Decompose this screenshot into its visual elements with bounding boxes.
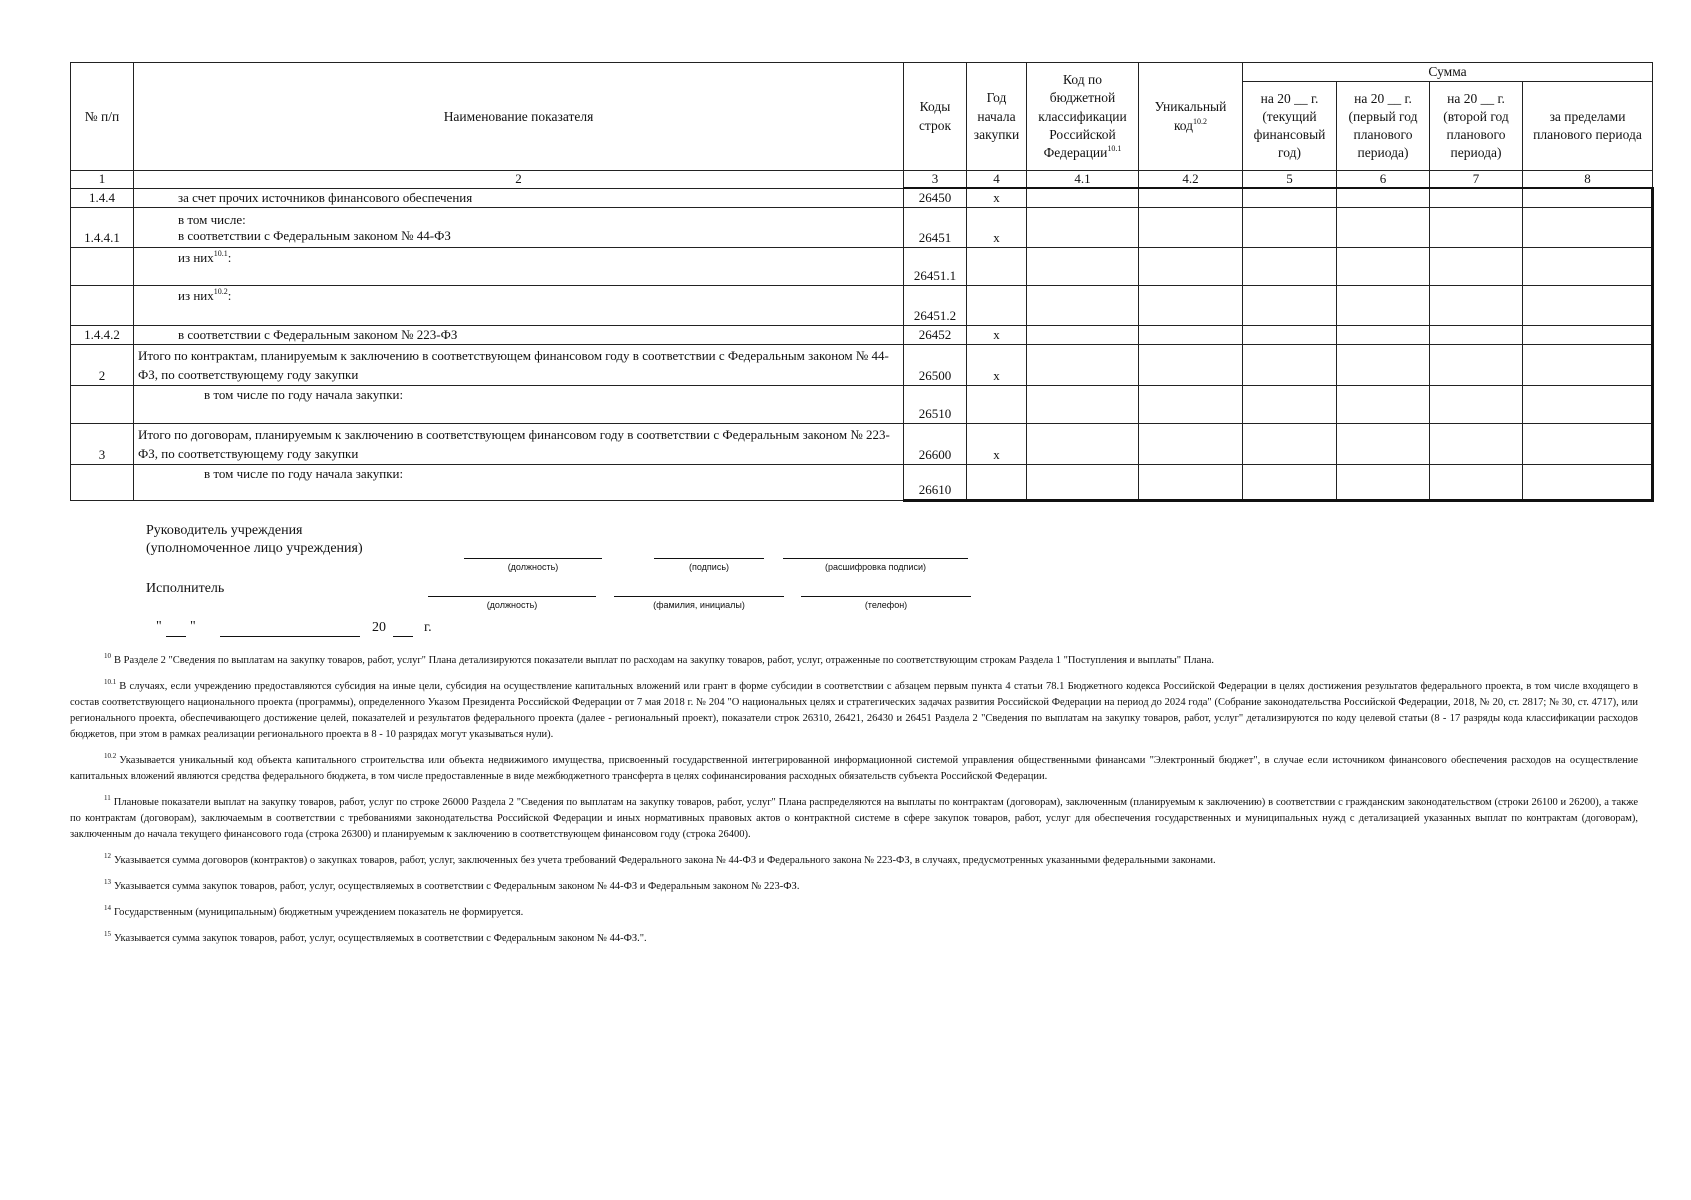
row-num: [71, 386, 134, 424]
date-year-prefix: 20: [372, 620, 386, 635]
row-name: Итого по контрактам, планируемым к заключению в соответствующем финансовом году в соответствии с Федеральным законом № 44-ФЗ, по соответствующему году закупки: [134, 345, 904, 386]
date-year-suffix: г.: [424, 620, 432, 635]
value-cell[interactable]: [1139, 188, 1243, 208]
table-row: [71, 424, 1653, 465]
value-cell[interactable]: [1523, 286, 1653, 326]
row-year: [967, 386, 1027, 424]
signature-block: [146, 523, 1006, 643]
row-code: 26450: [904, 188, 967, 208]
date-quote-open: ": [156, 619, 162, 634]
value-cell[interactable]: [1337, 386, 1430, 424]
row-year: x: [967, 188, 1027, 208]
value-cell[interactable]: [1523, 345, 1653, 386]
col-number: 2: [134, 171, 904, 189]
header-codes: Коды строк: [904, 63, 967, 171]
row-code: 26600: [904, 424, 967, 465]
value-cell[interactable]: [1027, 465, 1139, 501]
head-signature-caption: (подпись): [688, 562, 730, 572]
row-code: 26452: [904, 326, 967, 345]
header-sum-current: на 20 __ г. (текущий финансовый год): [1243, 82, 1337, 171]
col-number: 5: [1243, 171, 1337, 189]
value-cell[interactable]: [1139, 465, 1243, 501]
value-cell[interactable]: [1430, 465, 1523, 501]
header-sum: Сумма: [1243, 63, 1653, 82]
col-number: 4.2: [1139, 171, 1243, 189]
value-cell[interactable]: [1523, 386, 1653, 424]
table-row: [71, 326, 1653, 345]
table-row: [71, 286, 1653, 326]
value-cell[interactable]: [1243, 208, 1337, 248]
procurement-table-section: [70, 62, 1652, 502]
head-position-line[interactable]: [464, 558, 602, 559]
row-year: x: [967, 345, 1027, 386]
value-cell[interactable]: [1139, 345, 1243, 386]
value-cell[interactable]: [1430, 345, 1523, 386]
row-num: [71, 286, 134, 326]
header-year: Год начала закупки: [967, 63, 1027, 171]
row-name: из них$^{10.1}$:: [134, 248, 904, 286]
footnote: $^{13}$ Указывается сумма закупок товаров, работ, услуг, осуществляемых в соответствии с Федеральным законом № 44-ФЗ и Федеральным законом № 223-ФЗ.: [104, 878, 800, 892]
value-cell[interactable]: [1243, 248, 1337, 286]
header-name: Наименование показателя: [134, 63, 904, 171]
value-cell[interactable]: [1243, 286, 1337, 326]
value-cell[interactable]: [1337, 208, 1430, 248]
header-num: № п/п: [71, 63, 134, 171]
exec-phone-caption: (телефон): [864, 600, 908, 610]
table-row: [71, 188, 1653, 208]
column-numbers-row: [71, 171, 1653, 189]
col-number: 4: [967, 171, 1027, 189]
row-name-prefix: в том числе:: [178, 211, 246, 227]
value-cell[interactable]: [1027, 188, 1139, 208]
row-num: 1.4.4: [71, 188, 134, 208]
row-num: 2: [71, 345, 134, 386]
row-name: [134, 208, 904, 248]
table-row: [71, 386, 1653, 424]
value-cell[interactable]: [1430, 424, 1523, 465]
row-num: 1.4.4.1: [71, 208, 134, 248]
value-cell[interactable]: [1523, 326, 1653, 345]
value-cell[interactable]: [1430, 208, 1523, 248]
footnote: $^{10}$ В Разделе 2 "Сведения по выплатам на закупку товаров, работ, услуг" Плана детализируются показатели выплат по расходам на закупку товаров, работ, услуг, отраженные по соответствующим строкам Раздела 1 "Поступления и выплаты" Плана.: [104, 652, 1215, 666]
value-cell[interactable]: [1139, 326, 1243, 345]
value-cell[interactable]: [1430, 188, 1523, 208]
value-cell[interactable]: [1523, 465, 1653, 501]
value-cell[interactable]: [1027, 248, 1139, 286]
value-cell[interactable]: [1430, 248, 1523, 286]
row-name: в соответствии с Федеральным законом № 223-ФЗ: [134, 326, 904, 345]
header-sum-second: на 20 __ г. (второй год планового периода): [1430, 82, 1523, 171]
value-cell[interactable]: [1139, 286, 1243, 326]
row-year: [967, 465, 1027, 501]
value-cell[interactable]: [1243, 326, 1337, 345]
col-number: 4.1: [1027, 171, 1139, 189]
header-sum-first: на 20 __ г. (первый год планового периода): [1337, 82, 1430, 171]
footnote: $^{11}$ Плановые показатели выплат на закупку товаров, работ, услуг по строке 26000 Раздела 2 "Сведения по выплатам на закупку товаров, работ, услуг" Плана распределяются на выплаты по контрактам (договорам), заключенным (планируемым к заключению) в соответствии с гражданским законодательством (строки 26100 и 26200), а также по контрактам (договорам), заключаемым в соответствии с требованиями законодательства Российской Федерации и иных нормативных правовых актов о контрактной системе в сфере закупок товаров, работ, услуг для обеспечения государственных и муниципальных нужд с детализацией указанных выплат по контрактам (договорам), заключенным до начала текущего финансового года (строка 26300) и планируемым к заключению в соответствующем финансовом году (строка 26400).: [70, 794, 1638, 840]
row-year: x: [967, 424, 1027, 465]
value-cell[interactable]: [1139, 386, 1243, 424]
value-cell[interactable]: [1027, 326, 1139, 345]
row-year: x: [967, 326, 1027, 345]
head-decoding-line[interactable]: [783, 558, 968, 559]
row-code: 26451.2: [904, 286, 967, 326]
table-row: [71, 208, 1653, 248]
exec-position-caption: (должность): [486, 600, 538, 610]
date-quote-close: ": [190, 619, 196, 634]
value-cell[interactable]: [1243, 424, 1337, 465]
row-year: [967, 286, 1027, 326]
exec-name-caption: (фамилия, инициалы): [653, 600, 745, 610]
value-cell[interactable]: [1027, 345, 1139, 386]
date-year-line[interactable]: [393, 636, 413, 637]
row-name: из них$^{10.2}$:: [134, 286, 904, 326]
value-cell[interactable]: [1243, 465, 1337, 501]
head-label: Руководитель учреждения: [146, 523, 303, 538]
row-code: 26510: [904, 386, 967, 424]
row-code: 26500: [904, 345, 967, 386]
value-cell[interactable]: [1337, 345, 1430, 386]
date-day-line[interactable]: [166, 636, 186, 637]
header-budget-code: Код по бюджетной классификации Российской Федерации$^{10.1}$: [1027, 63, 1139, 171]
value-cell[interactable]: [1337, 248, 1430, 286]
table-row: [71, 465, 1653, 501]
value-cell[interactable]: [1430, 286, 1523, 326]
value-cell[interactable]: [1027, 386, 1139, 424]
col-number: 6: [1337, 171, 1430, 189]
col-number: 3: [904, 171, 967, 189]
head-label-sub: (уполномоченное лицо учреждения): [146, 541, 363, 556]
row-code: 26451: [904, 208, 967, 248]
footnote: $^{10.2}$ Указывается уникальный код объекта капитального строительства или объекта недвижимого имущества, присвоенный государственной интегрированной информационной системой управления общественными финансами "Электронный бюджет", в случае если источником финансового обеспечения расходов на осуществление капитальных вложений являются средства федерального бюджета, в том числе предоставленные в виде межбюджетного трансферта в целях софинансирования расходных обязательств субъекта Российской Федерации.: [70, 752, 1638, 782]
col-number: 8: [1523, 171, 1653, 189]
value-cell[interactable]: [1139, 208, 1243, 248]
row-num: [71, 248, 134, 286]
value-cell[interactable]: [1337, 424, 1430, 465]
row-name-text: в соответствии с Федеральным законом № 44-ФЗ: [178, 227, 451, 243]
value-cell[interactable]: [1139, 424, 1243, 465]
value-cell[interactable]: [1027, 424, 1139, 465]
value-cell[interactable]: [1139, 248, 1243, 286]
value-cell[interactable]: [1243, 188, 1337, 208]
footnote: $^{14}$ Государственным (муниципальным) бюджетным учреждением показатель не формируется.: [104, 904, 524, 918]
row-code: 26610: [904, 465, 967, 501]
value-cell[interactable]: [1243, 386, 1337, 424]
value-cell[interactable]: [1523, 248, 1653, 286]
value-cell[interactable]: [1523, 424, 1653, 465]
value-cell[interactable]: [1430, 386, 1523, 424]
value-cell[interactable]: [1337, 326, 1430, 345]
value-cell[interactable]: [1243, 345, 1337, 386]
row-name: в том числе по году начала закупки:: [134, 465, 904, 501]
value-cell[interactable]: [1523, 188, 1653, 208]
exec-phone-line[interactable]: [801, 596, 971, 597]
date-month-line[interactable]: [220, 636, 360, 637]
table-row: [71, 248, 1653, 286]
value-cell[interactable]: [1337, 465, 1430, 501]
exec-name-line[interactable]: [614, 596, 784, 597]
row-name: в том числе по году начала закупки:: [134, 386, 904, 424]
value-cell[interactable]: [1523, 208, 1653, 248]
col-number: 7: [1430, 171, 1523, 189]
row-year: x: [967, 208, 1027, 248]
table-row: [71, 345, 1653, 386]
footnotes: [70, 648, 1638, 952]
head-position-caption: (должность): [507, 562, 559, 572]
row-num: 3: [71, 424, 134, 465]
head-signature-line[interactable]: [654, 558, 764, 559]
executor-label: Исполнитель: [146, 581, 225, 596]
value-cell[interactable]: [1430, 326, 1523, 345]
head-decoding-caption: (расшифровка подписи): [825, 562, 926, 572]
col-number: 1: [71, 171, 134, 189]
payments-table: [70, 62, 1654, 502]
header-unique-code: Уникальный код$^{10.2}$: [1139, 63, 1243, 171]
value-cell[interactable]: [1027, 286, 1139, 326]
footnote: $^{10.1}$ В случаях, если учреждению предоставляются субсидия на иные цели, субсидия на осуществление капитальных вложений или грант в форме субсидии в соответствии с абзацем первым пункта 4 статьи 78.1 Бюджетного кодекса Российской Федерации в целях достижения результатов федерального проекта, в том числе входящего в состав соответствующего национального проекта (программы), определенного Указом Президента Российской Федерации от 7 мая 2018 г. № 204 "О национальных целях и стратегических задачах развития Российской Федерации на период до 2024 года" (Собрание законодательства Российской Федерации, 2018, № 20, ст. 2817; № 30, ст. 4717), или регионального проекта, обеспечивающего достижение целей, показателей и результатов федерального проекта (далее - региональный проект), показатели строк 26310, 26421, 26430 и 26451 Раздела 2 "Сведения по выплатам на закупку товаров, работ, услуг" детализируются по коду целевой статьи (8 - 17 разряды кода классификации расходов бюджетов, при этом в рамках реализации регионального проекта в 8 - 10 разрядах могут указываться нули).: [70, 678, 1638, 740]
row-code: 26451.1: [904, 248, 967, 286]
value-cell[interactable]: [1027, 208, 1139, 248]
footnote: $^{12}$ Указывается сумма договоров (контрактов) о закупках товаров, работ, услуг, заключенных без учета требований Федерального закона № 44-ФЗ и Федерального закона № 223-ФЗ, в случаях, предусмотренных указанными федеральными законами.: [104, 852, 1216, 866]
row-num: 1.4.4.2: [71, 326, 134, 345]
row-name: за счет прочих источников финансового обеспечения: [134, 188, 904, 208]
value-cell[interactable]: [1337, 286, 1430, 326]
exec-position-line[interactable]: [428, 596, 596, 597]
row-num: [71, 465, 134, 501]
row-year: [967, 248, 1027, 286]
footnote: $^{15}$ Указывается сумма закупок товаров, работ, услуг, осуществляемых в соответствии с Федеральным законом № 44-ФЗ.".: [104, 930, 647, 944]
header-sum-beyond: за пределами планового периода: [1523, 82, 1653, 171]
row-name: Итого по договорам, планируемым к заключению в соответствующем финансовом году в соответствии с Федеральным законом № 223-ФЗ, по соответствующему году закупки: [134, 424, 904, 465]
value-cell[interactable]: [1337, 188, 1430, 208]
